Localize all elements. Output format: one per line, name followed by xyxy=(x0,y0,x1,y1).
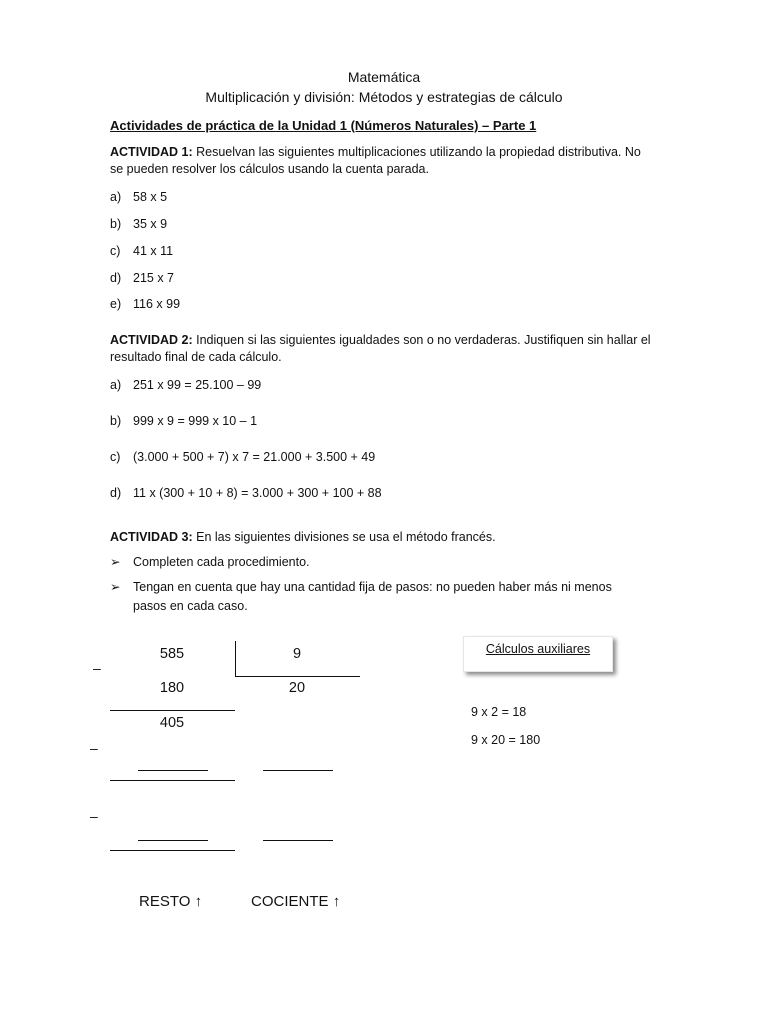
blank-partial-quotient-3[interactable] xyxy=(263,840,333,841)
activity1-item-e xyxy=(110,297,180,311)
item-expression: 251 x 99 = 25.100 – 99 xyxy=(133,378,262,392)
item-expression: 999 x 9 = 999 x 10 – 1 xyxy=(133,414,258,428)
item-expression: 11 x (300 + 10 + 8) = 3.000 + 300 + 100 + 88 xyxy=(133,486,382,500)
item-expression: 58 x 5 xyxy=(133,190,168,204)
bullet-arrow-icon: ➢ xyxy=(110,555,121,569)
activity2-item-a xyxy=(110,378,261,392)
activity2-item-d xyxy=(110,486,382,500)
subtraction-line-1 xyxy=(110,710,235,711)
activity1-text-line1: Resuelvan las siguientes multiplicaciones utilizando la propiedad distributiva. No xyxy=(192,145,641,159)
activity2-text-line1: Indiquen si las siguientes igualdades son o no verdaderas. Justifiquen sin hallar el xyxy=(192,333,651,347)
activity3-label: ACTIVIDAD 3: xyxy=(110,530,193,544)
cociente-label xyxy=(251,893,340,910)
up-arrow-icon: ↑ xyxy=(194,893,203,910)
activity1-text-line2: se pueden resolver los cálculos usando la cuenta parada. xyxy=(110,162,429,176)
activity1-item-d xyxy=(110,271,174,285)
remainder-1: 405 xyxy=(159,715,185,731)
auxiliary-calculations-box xyxy=(463,636,613,672)
activity3-text: En las siguientes divisiones se usa el método francés. xyxy=(192,530,496,544)
auxiliary-line-2: 9 x 20 = 180 xyxy=(471,733,541,747)
blank-partial-quotient-2[interactable] xyxy=(263,770,333,771)
resto-text: RESTO xyxy=(139,893,191,910)
bullet-text: Completen cada procedimiento. xyxy=(133,555,310,569)
bullet-text: Tengan en cuenta que hay una cantidad fija de pasos: no pueden haber más ni menos pasos en cada caso. xyxy=(133,580,612,613)
item-letter: b) xyxy=(110,217,122,231)
activity1-item-b xyxy=(110,217,167,231)
partial-quotient-1: 20 xyxy=(288,680,306,696)
item-expression: 41 x 11 xyxy=(133,244,174,258)
activity3-bullet-1 xyxy=(110,553,650,572)
divisor: 9 xyxy=(292,646,302,662)
cociente-text: COCIENTE xyxy=(251,893,329,910)
item-expression: (3.000 + 500 + 7) x 7 = 21.000 + 3.500 + 49 xyxy=(133,450,376,464)
item-expression: 215 x 7 xyxy=(133,271,175,285)
minus-sign-3: – xyxy=(90,808,98,824)
blank-subtrahend-2[interactable] xyxy=(138,770,208,771)
item-letter: a) xyxy=(110,378,122,392)
auxiliary-title: Cálculos auxiliares xyxy=(485,642,591,656)
subtraction-line-3 xyxy=(110,850,235,851)
activity1-item-c xyxy=(110,244,173,258)
dividend: 585 xyxy=(159,646,185,662)
activity1-instructions xyxy=(110,144,670,178)
division-bar-horizontal xyxy=(235,676,360,677)
activity3-bullet-2 xyxy=(110,578,650,616)
item-letter: c) xyxy=(110,450,121,464)
item-letter: a) xyxy=(110,190,122,204)
activity3-instructions xyxy=(110,529,670,546)
item-letter: d) xyxy=(110,271,122,285)
up-arrow-icon: ↑ xyxy=(332,893,341,910)
activity2-text-line2: resultado final de cada cálculo. xyxy=(110,350,282,364)
division-bar-vertical xyxy=(235,641,236,677)
document-topic: Multiplicación y división: Métodos y estrategias de cálculo xyxy=(205,89,563,105)
item-expression: 35 x 9 xyxy=(133,217,168,231)
subtraction-line-2 xyxy=(110,780,235,781)
bullet-arrow-icon: ➢ xyxy=(110,580,121,594)
blank-subtrahend-3[interactable] xyxy=(138,840,208,841)
auxiliary-line-1: 9 x 2 = 18 xyxy=(471,705,527,719)
item-letter: e) xyxy=(110,297,122,311)
document-subject: Matemática xyxy=(347,69,421,85)
activity1-label: ACTIVIDAD 1: xyxy=(110,145,193,159)
resto-label xyxy=(139,893,202,910)
minus-sign-1: – xyxy=(93,660,101,676)
activity2-item-b xyxy=(110,414,257,428)
item-letter: c) xyxy=(110,244,121,258)
item-expression: 116 x 99 xyxy=(133,297,181,311)
item-letter: b) xyxy=(110,414,122,428)
activity1-item-a xyxy=(110,190,167,204)
subtrahend-1: 180 xyxy=(159,680,185,696)
item-letter: d) xyxy=(110,486,122,500)
minus-sign-2: – xyxy=(90,740,98,756)
activity2-instructions xyxy=(110,332,670,366)
activity2-label: ACTIVIDAD 2: xyxy=(110,333,193,347)
section-heading: Actividades de práctica de la Unidad 1 (Números Naturales) – Parte 1 xyxy=(110,118,537,133)
activity2-item-c xyxy=(110,450,375,464)
